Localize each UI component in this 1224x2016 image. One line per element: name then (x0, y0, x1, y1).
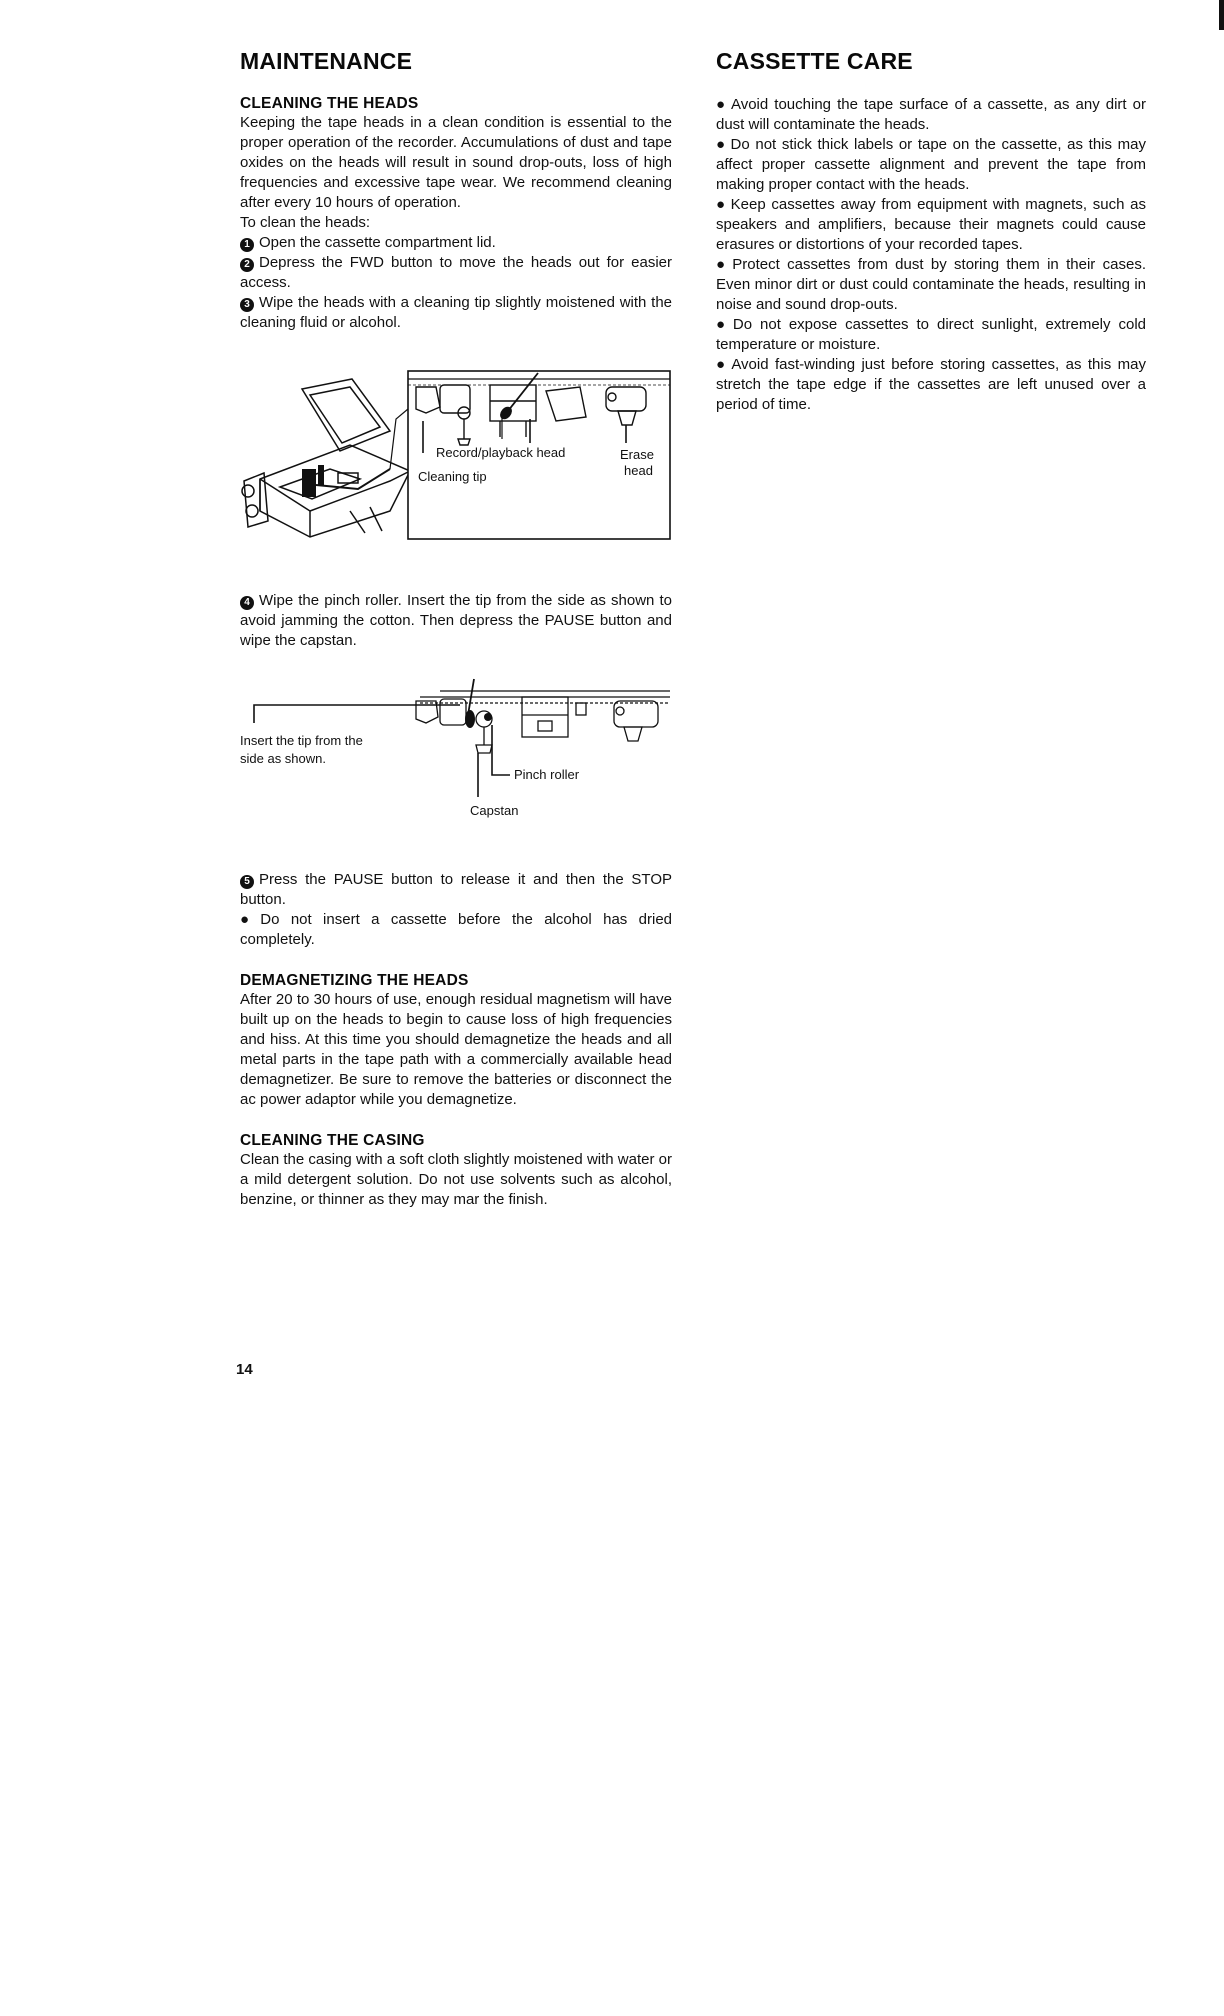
insert-tip-label-line1: Insert the tip from the (240, 733, 363, 748)
step-number-icon: 2 (240, 258, 254, 272)
bullet-icon: ● (716, 96, 727, 113)
note-text: Do not insert a cassette before the alcohol has dried completely. (240, 911, 673, 948)
care-bullet-text: Keep cassettes away from equipment with magnets, such as speakers and amplifiers, because their magnets could cause erasures or distortions of your recorded tapes. (716, 196, 1147, 253)
cleaning-heads-heading: CLEANING THE HEADS (240, 95, 419, 112)
demagnetizing-text: After 20 to 30 hours of use, enough residual magnetism will have built up on the heads to begin to cause loss of high frequencies and hiss. At this time you should demagnetize the heads and all metal parts in the tape path with a commercially available head demagnetizer. Be sure to remove the batteries or disconnect the ac power adaptor while you demagnetize. (240, 991, 672, 1108)
cassette-care-column (716, 40, 1146, 415)
step-text: Wipe the heads with a cleaning tip slightly moistened with the cleaning fluid or alcohol. (240, 294, 672, 331)
record-playback-head-label: Record/playback head (436, 445, 566, 460)
bullet-icon: ● (716, 356, 728, 373)
cassette-care-title: CASSETTE CARE (716, 48, 913, 74)
step-number-icon: 3 (240, 298, 254, 312)
care-bullet-text: Avoid touching the tape surface of a cassette, as any dirt or dust will contaminate the heads. (716, 96, 1147, 133)
bullet-icon: ● (716, 256, 729, 273)
step-1 (240, 233, 672, 253)
care-bullet (716, 255, 1146, 315)
cleaning-casing-text: Clean the casing with a soft cloth slightly moistened with water or a mild detergent solution. Do not use solvents such as alcohol, benzine, or thinner as they may mar the finish. (240, 1151, 672, 1208)
capstan-label: Capstan (470, 803, 519, 818)
care-bullet-text: Avoid fast-winding just before storing cassettes, as this may stretch the tape edge if the cassettes are left unused over a period of time. (716, 356, 1147, 413)
care-bullet (716, 195, 1146, 255)
step-2 (240, 253, 672, 293)
step-number-icon: 5 (240, 875, 254, 889)
page-edge-mark (1219, 0, 1224, 30)
step-4 (240, 591, 672, 651)
alcohol-note (240, 910, 672, 950)
step-text: Wipe the pinch roller. Insert the tip from the side as shown to avoid jamming the cotton. Then depress the PAUSE button and wipe the capstan. (240, 592, 672, 649)
care-bullet (716, 355, 1146, 415)
care-bullet-text: Do not stick thick labels or tape on the cassette, as this may affect proper cassette alignment and prevent the tape from making proper contact with the heads. (716, 136, 1146, 193)
erase-head-label-line1: Erase (620, 447, 654, 462)
erase-head-label-line2: head (624, 463, 653, 478)
cleaning-casing-heading: CLEANING THE CASING (240, 1132, 425, 1149)
pinch-roller-figure (240, 675, 672, 840)
pinch-roller-label: Pinch roller (514, 767, 580, 782)
step-text: Open the cassette compartment lid. (259, 234, 496, 251)
demagnetizing-heading: DEMAGNETIZING THE HEADS (240, 972, 469, 989)
step-number-icon: 4 (240, 596, 254, 610)
bullet-icon: ● (716, 316, 729, 333)
head-cleaning-figure (240, 361, 672, 551)
page-number: 14 (236, 1361, 253, 1378)
step-text: Depress the FWD button to move the heads out for easier access. (240, 254, 672, 291)
care-bullet (716, 315, 1146, 355)
to-clean-label: To clean the heads: (240, 214, 371, 231)
step-number-icon: 1 (240, 238, 254, 252)
maintenance-column (240, 40, 672, 1210)
bullet-icon: ● (716, 196, 727, 213)
step-5 (240, 870, 672, 910)
care-bullet (716, 95, 1146, 135)
insert-tip-label-line2: side as shown. (240, 751, 326, 766)
care-bullet (716, 135, 1146, 195)
bullet-icon: ● (716, 136, 727, 153)
cleaning-heads-intro: Keeping the tape heads in a clean condition is essential to the proper operation of the recorder. Accumulations of dust and tape oxides on the heads will result in sound drop-outs, loss of high frequencies and excessive tape wear. We recommend cleaning after every 10 hours of operation. (240, 114, 672, 211)
care-bullet-text: Protect cassettes from dust by storing them in their cases. Even minor dirt or dust could contaminate the heads, resulting in noise and sound drop-outs. (716, 256, 1146, 313)
care-bullet-text: Do not expose cassettes to direct sunlight, extremely cold temperature or moisture. (716, 316, 1146, 353)
step-text: Press the PAUSE button to release it and then the STOP button. (240, 871, 672, 908)
cleaning-tip-label: Cleaning tip (418, 469, 487, 484)
step-3 (240, 293, 672, 333)
maintenance-title: MAINTENANCE (240, 48, 413, 74)
bullet-icon: ● (240, 911, 257, 928)
